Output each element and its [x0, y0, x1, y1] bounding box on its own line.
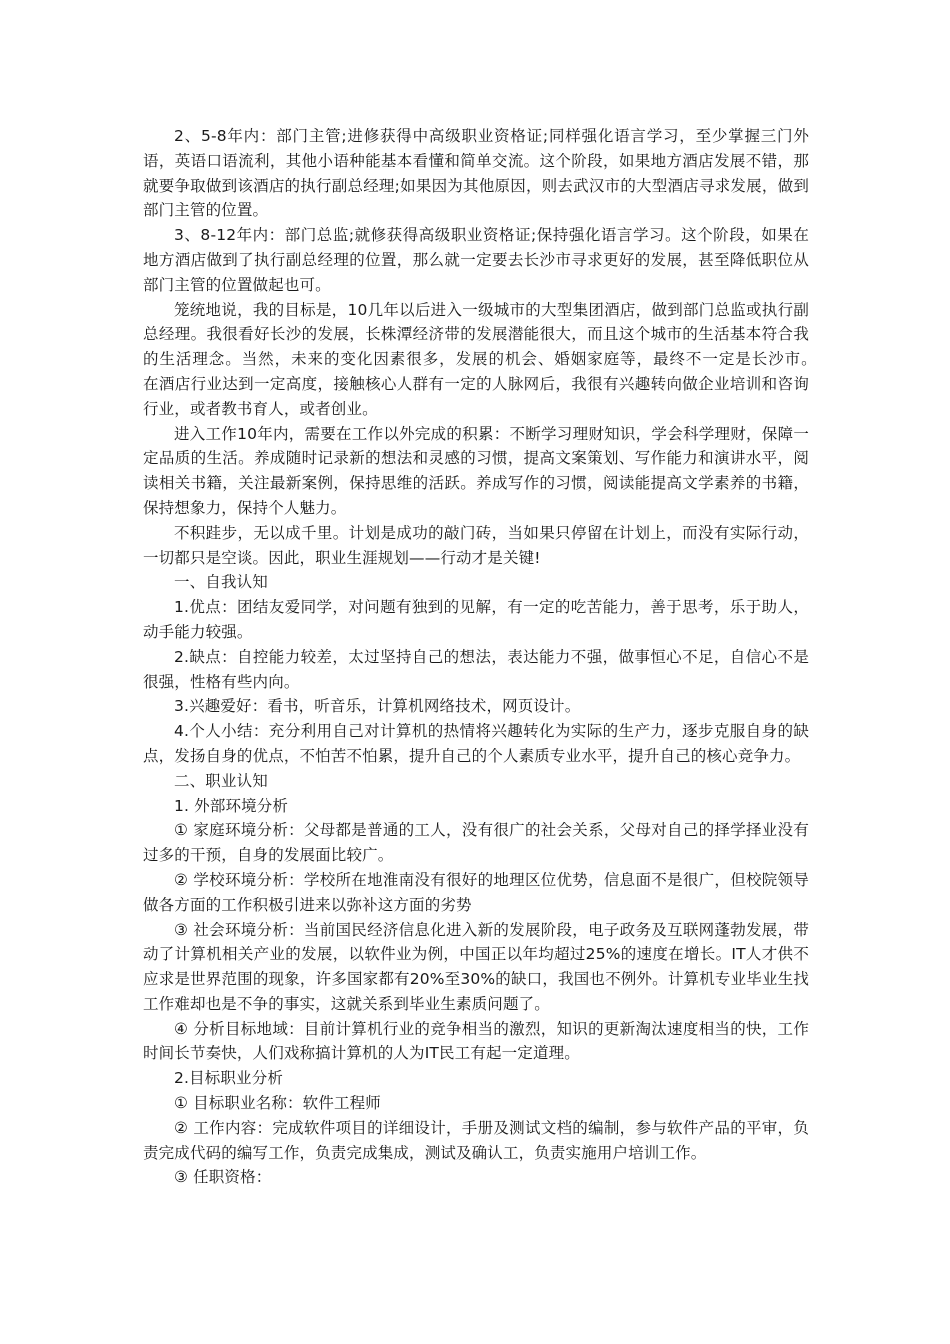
paragraph-job-content: ② 工作内容：完成软件项目的详细设计，手册及测试文档的编制，参与软件产品的平审，负责完成代码的编写工作，负责完成集成，测试及确认工，负责实施用户培训工作。	[143, 1118, 809, 1162]
paragraph-social-environment: ③ 社会环境分析：当前国民经济信息化进入新的发展阶段，电子政务及互联网蓬勃发展，带动了计算机相关产业的发展，以软件业为例，中国正以年均超过25%的速度在增长。IT人才供不应求是世界范围的现象，许多国家都有20%至30%的缺口，我国也不例外。计算机专业毕业生找工作难却也是不争的事实，这就关系到毕业生素质问题了。	[143, 920, 809, 1013]
paragraph-qualifications: ③ 任职资格：	[174, 1168, 272, 1187]
paragraph-school-environment: ② 学校环境分析：学校所在地淮南没有很好的地理区位优势，信息面不是很广，但校院领导做各方面的工作积极引进来以弥补这方面的劣势	[143, 870, 809, 914]
paragraph-action-is-key: 不积跬步，无以成千里。计划是成功的敲门砖，当如果只停留在计划上，而没有实际行动，一切都只是空谈。因此，职业生涯规划——行动才是关键!	[143, 523, 809, 567]
paragraph-family-environment: ① 家庭环境分析：父母都是普通的工人，没有很广的社会关系，父母对自己的择学择业没有过多的干预，自身的发展面比较广。	[143, 821, 809, 865]
paragraph-hobbies: 3.兴趣爱好：看书，听音乐，计算机网络技术，网页设计。	[174, 697, 581, 716]
paragraph-target-region: ④ 分析目标地域：目前计算机行业的竞争相当的激烈，知识的更新淘汰速度相当的快，工作时间长节奏快，人们戏称搞计算机的人为IT民工有起一定道理。	[143, 1019, 809, 1063]
paragraph-plan-5-8-years: 2、5-8年内：部门主管;进修获得中高级职业资格证;同样强化语言学习，至少掌握三门外语，英语口语流利，其他小语种能基本看懂和简单交流。这个阶段，如果地方酒店发展不错，那就要争取做到该酒店的执行副总经理;如果因为其他原因，则去武汉市的大型酒店寻求发展，做到部门主管的位置。	[143, 127, 809, 220]
paragraph-weaknesses: 2.缺点：自控能力较差，太过坚持自己的想法，表达能力不强，做事恒心不足，自信心不是很强，性格有些内向。	[143, 647, 809, 691]
paragraph-personal-summary: 4.个人小结：充分利用自己对计算机的热情将兴趣转化为实际的生产力，逐步克服自身的缺点，发扬自身的优点，不怕苦不怕累，提升自己的个人素质专业水平，提升自己的核心竞争力。	[143, 722, 809, 765]
paragraph-overall-goal: 笼统地说，我的目标是，10几年以后进入一级城市的大型集团酒店，做到部门总监或执行副总经理。我很看好长沙的发展，长株潭经济带的发展潜能很大，而且这个城市的生活基本符合我的生活理念。当然，未来的变化因素很多，发展的机会、婚姻家庭等，最终不一定是长沙市。 在酒店行业达到一定高度，接触核心人群有一定的人脉网后，我很有兴趣转向做企业培训和咨询行业，或者教书育人，或者创业。	[143, 300, 841, 418]
paragraph-career-name: ① 目标职业名称：软件工程师	[174, 1094, 381, 1113]
heading-career-awareness: 二、职业认知	[174, 771, 268, 790]
paragraph-strengths: 1.优点：团结友爱同学，对问题有独到的见解，有一定的吃苦能力，善于思考，乐于助人，动手能力较强。	[143, 598, 809, 641]
paragraph-accumulation: 进入工作10年内，需要在工作以外完成的积累：不断学习理财知识，学会科学理财，保障一定品质的生活。养成随时记录新的想法和灵感的习惯，提高文案策划、写作能力和演讲水平，阅读相关书籍，关注最新案例，保持思维的活跃。养成写作的习惯，阅读能提高文学素养的书籍，保持想象力，保持个人魅力。	[143, 424, 809, 517]
subheading-target-career: 2.目标职业分析	[174, 1069, 283, 1088]
document-page	[143, 124, 841, 1190]
subheading-external-environment: 1. 外部环境分析	[174, 796, 289, 815]
heading-self-awareness: 一、自我认知	[174, 573, 268, 592]
paragraph-plan-8-12-years: 3、8-12年内：部门总监;就修获得高级职业资格证;保持强化语言学习。这个阶段，如果在地方酒店做到了执行副总经理的位置，那么就一定要去长沙市寻求更好的发展，甚至降低职位从部门主管的位置做起也可。	[143, 226, 809, 294]
